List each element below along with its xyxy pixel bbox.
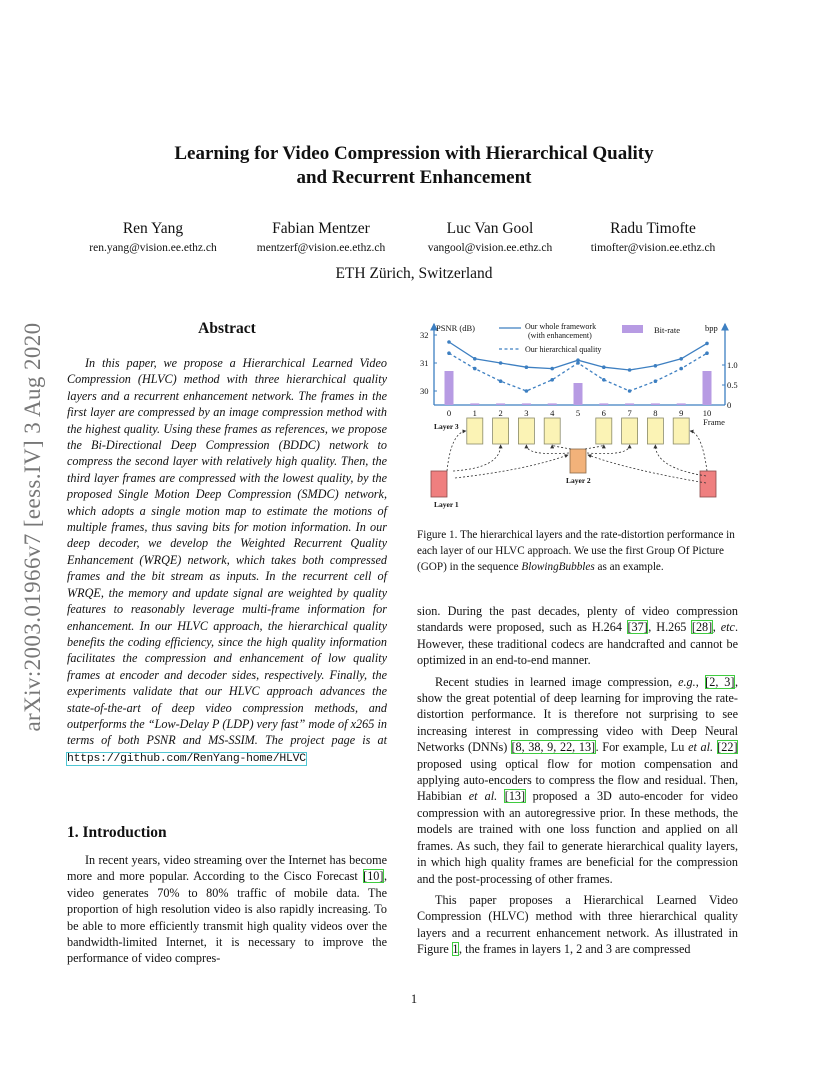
x-tick-label: 10 (702, 408, 712, 418)
bitrate-bar (445, 371, 454, 405)
layer3-frame (493, 418, 509, 444)
series-line-hierarchical-quality-point (473, 367, 477, 371)
series-line-hierarchical-quality-point (447, 351, 451, 355)
citation-link[interactable]: [22] (717, 740, 738, 755)
author-email: vangool@vision.ee.ethz.ch (427, 242, 553, 254)
series-line-whole-framework-point (525, 365, 529, 369)
text-run: , the frames in layers 1, 2 and 3 are compressed (458, 942, 691, 957)
series-line-hierarchical-quality-point (525, 389, 529, 393)
dependency-arrow (447, 431, 466, 471)
intro-text-a: In recent years, video streaming over the Internet has become more and more popular. According to the Cisco Forecast (67, 853, 387, 884)
layer3-frame (544, 418, 560, 444)
author-name: Luc Van Gool (446, 220, 534, 237)
layer2-frame (570, 449, 586, 473)
x-tick-label: 1 (472, 408, 477, 418)
author-1 (56, 219, 250, 256)
dependency-arrow (526, 445, 569, 454)
citation-link[interactable]: [2, 3] (705, 674, 735, 689)
series-line-whole-framework-point (602, 365, 606, 369)
text-run: , show the great potential of deep learning for improving the rate-distortion performance. It is therefore not surprising to see increasing interest in compressing video with Deep Neural Networks (DNNs) (417, 674, 739, 755)
citation-link[interactable]: [28] (691, 620, 713, 635)
x-tick-label: 3 (524, 408, 529, 418)
x-tick-label: 2 (498, 408, 503, 418)
abstract-body (67, 355, 387, 767)
bitrate-bar (651, 403, 660, 405)
text-run: proposed using optical flow for motion compensation and applying auto-encoders to compress the flow and residual. Then, Habibian (417, 756, 738, 804)
series-line-hierarchical-quality-point (679, 367, 683, 371)
x-tick-label: 0 (446, 408, 452, 418)
dependency-arrow (690, 431, 707, 471)
italic-text: et al. (468, 789, 498, 804)
layer3-frame (596, 418, 612, 444)
series-line-hierarchical-quality-point (628, 389, 632, 393)
bitrate-bar (677, 403, 686, 405)
author-name: Radu Timofte (610, 220, 696, 237)
legend-solid-label-2: (with enhancement) (528, 331, 592, 340)
italic-text: e.g. (678, 674, 696, 689)
bitrate-bar (496, 403, 505, 405)
intro-text-b: , video generates 70% to 80% traffic of mobile data. The proportion of high resolution video is also rapidly increasing. To be able to more efficiently transmit high quality videos over the bandwidth-limited Internet, it is necessary to improve the performance of video compres- (67, 869, 387, 966)
x-tick-label: 9 (679, 408, 684, 418)
bitrate-bar (522, 403, 531, 405)
y-tick-label-right: 1.0 (727, 360, 738, 370)
caption-sequence: BlowingBubbles (521, 561, 595, 574)
layer3-label: Layer 3 (434, 422, 459, 431)
caption-text: Figure 1. The hierarchical layers and the rate-distortion performance in each layer of our HLVC approach. We use the first Group Of Picture (GOP) in the sequence (417, 529, 735, 574)
series-line-whole-framework-point (705, 342, 709, 346)
arxiv-stamp-text: arXiv:2003.01966v7 [eess.IV] 3 Aug 2020 (20, 322, 45, 732)
author-name: Fabian Mentzer (272, 220, 370, 237)
author-email: mentzerf@vision.ee.ethz.ch (256, 242, 386, 254)
y-tick-label-right: 0.5 (727, 380, 738, 390)
bitrate-bar (703, 371, 712, 405)
dependency-arrow (587, 445, 630, 454)
section-heading-introduction: 1. Introduction (67, 824, 167, 841)
text-run: proposed a 3D auto-encoder for video compression with an autoregressive prior. In these methods, the models are trained with one loss function and applied on all frames. As such, they fail to generate hierarchical quality layers, in which high quality frames are beneficial for the compression and the post-processing of other frames. (417, 789, 738, 886)
legend-bar-swatch (622, 325, 643, 333)
arxiv-stamp (13, 287, 53, 767)
series-line-hierarchical-quality-point (705, 351, 709, 355)
bitrate-bar (574, 383, 583, 405)
y-tick-label-left: 31 (420, 358, 429, 368)
y-tick-label-left: 32 (420, 330, 429, 340)
citation-link[interactable]: [37] (627, 620, 648, 635)
dependency-arrow (585, 445, 604, 449)
series-line-whole-framework-point (499, 361, 503, 365)
title-line-1: Learning for Video Compression with Hierarchical Quality (174, 143, 654, 164)
figure-1-graphic (412, 318, 738, 518)
series-line-hierarchical-quality-point (576, 361, 580, 365)
italic-text: et al. (688, 740, 714, 755)
bitrate-bar (625, 403, 634, 405)
y-axis-label-left: PSNR (dB) (436, 323, 475, 333)
series-line-whole-framework-point (679, 357, 683, 361)
legend-dashed-label: Our hierarchical quality (525, 345, 602, 354)
layer3-frame (518, 418, 534, 444)
dependency-arrow (655, 445, 706, 476)
dependency-arrow (455, 455, 568, 478)
abstract-text: In this paper, we propose a Hierarchical Learned Video Compression (HLVC) method with three hierarchical quality layers and a recurrent enhancement network. The frames in the first layer are compressed by an image compression method with the highest quality. Using these frames as references, we propose the Bi-Directional Deep Compression (BDDC) network to compress the second layer with relatively high quality. Then, the third layer frames are compressed with the lowest quality, by the proposed Single Motion Deep Compression (SMDC) network, which adopts a single motion map to estimate the motions of multiple frames, thus saving bits for motion information. In our deep decoder, we develop the Weighted Recurrent Quality Enhancement (WRQE) network, which takes both compressed frames and the bit stream as inputs. In the recurrent cell of WRQE, the memory and update signal are weighted by quality features to reasonably leverage multi-frame information for enhancement. In our HLVC approach, the hierarchical quality benefits the coding efficiency, since the high quality information facilitates the compression and enhancement of low quality frames at encoder and decoder sides, respectively. Finally, the experiments validate that our HLVC approach advances the state-of-the-art of deep video compression methods, and outperforms the “Low-Delay P (LDP) very fast” mode of x265 in terms of both PSNR and MS-SSIM. The project page is at (67, 356, 387, 748)
layer3-frame (467, 418, 483, 444)
series-line-hierarchical-quality-point (499, 379, 503, 383)
y-tick-label-right: 0 (727, 400, 732, 410)
layer1-frame (700, 471, 716, 497)
page-number: 1 (410, 992, 418, 1006)
author-4 (556, 219, 750, 256)
series-line-whole-framework-point (447, 340, 451, 344)
layer1-label: Layer 1 (434, 500, 459, 509)
text-run: , (712, 620, 721, 635)
x-tick-label: 5 (575, 408, 581, 418)
series-line-whole-framework-point (654, 364, 658, 368)
figure-caption (417, 527, 739, 576)
text-run: sion. During the past decades, plenty of video compression standards were proposed, such as H.264 (417, 604, 738, 635)
layer3-frame (622, 418, 638, 444)
paragraph (417, 603, 738, 669)
x-tick-label: 6 (601, 408, 606, 418)
dependency-arrow (453, 445, 501, 471)
dependency-arrow (588, 455, 706, 483)
italic-text: etc (720, 620, 735, 635)
x-tick-label: 8 (653, 408, 658, 418)
paragraph (417, 892, 738, 958)
text-run: . For example, Lu (595, 740, 689, 755)
y-tick-label-left: 30 (420, 386, 429, 396)
citation-link[interactable]: [8, 38, 9, 22, 13] (511, 740, 596, 755)
affiliation: ETH Zürich, Switzerland (335, 265, 493, 282)
abstract-heading: Abstract (198, 320, 256, 337)
layer2-label: Layer 2 (566, 476, 591, 485)
layer3-frame (647, 418, 663, 444)
paragraph (417, 674, 738, 887)
citation-link[interactable]: 1 (452, 942, 459, 957)
author-name: Ren Yang (122, 220, 184, 237)
layer3-frame (673, 418, 689, 444)
x-tick-label: 7 (627, 408, 632, 418)
figure-1 (412, 318, 738, 523)
y-axis-label-right: bpp (705, 323, 718, 333)
text-run: , (695, 674, 705, 689)
author-email: ren.yang@vision.ee.ethz.ch (89, 242, 217, 254)
citation-link[interactable]: [10] (363, 869, 384, 884)
author-2 (224, 219, 418, 256)
paper-title (0, 142, 828, 190)
series-line-whole-framework-point (550, 367, 554, 371)
bitrate-bar (548, 403, 557, 405)
layer1-frame (431, 471, 447, 497)
x-tick-label: 4 (550, 408, 555, 418)
text-run: Recent studies in learned image compression, (435, 674, 679, 689)
right-column (417, 603, 738, 963)
text-run: . However, these traditional codecs are handcrafted and cannot be optimized in an end-to-end manner. (417, 620, 738, 668)
citation-link[interactable]: [13] (504, 789, 526, 804)
series-line-whole-framework-point (628, 368, 632, 372)
project-url-link[interactable]: https://github.com/RenYang-home/HLVC (67, 752, 306, 765)
author-email: timofter@vision.ee.ethz.ch (590, 242, 716, 254)
x-axis-label: Frame (703, 417, 725, 427)
caption-suffix: as an example. (594, 561, 664, 574)
text-run: , H.265 (648, 620, 692, 635)
dependency-arrow (552, 445, 571, 449)
legend-bar-label: Bit-rate (654, 325, 680, 335)
series-line-hierarchical-quality-point (602, 378, 606, 382)
legend-solid-label: Our whole framework (525, 322, 597, 331)
series-line-hierarchical-quality-point (550, 378, 554, 382)
series-line-whole-framework-point (473, 357, 477, 361)
bitrate-bar (599, 403, 608, 405)
intro-paragraph (67, 852, 387, 967)
text-run: This paper proposes a Hierarchical Learned Video Compression (HLVC) method with three hierarchical quality layers and a recurrent enhancement network. As illustrated in Figure (417, 892, 738, 957)
series-line-hierarchical-quality-point (654, 379, 658, 383)
title-line-2: and Recurrent Enhancement (296, 167, 532, 188)
bitrate-bar (470, 403, 479, 405)
